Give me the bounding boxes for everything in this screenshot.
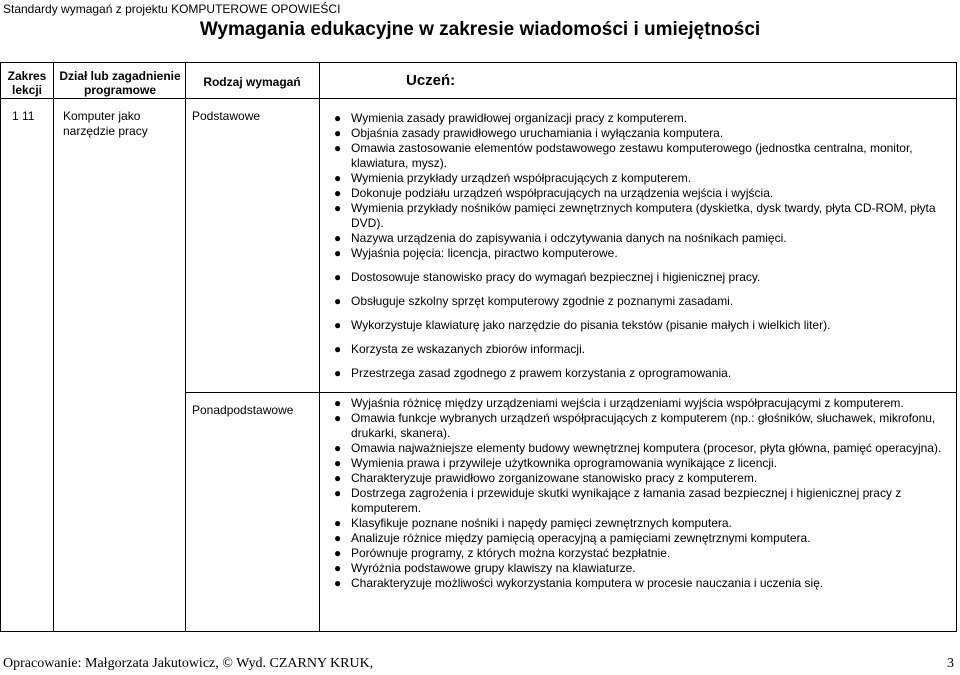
- group-divider: [185, 392, 956, 393]
- advanced-requirements-list: [334, 396, 948, 591]
- bullet-icon: ●: [334, 270, 342, 284]
- list-item: ● Wyjaśnia pojęcia: licencja, piractwo komputerowe.: [334, 246, 618, 260]
- topic-name: Komputer jako narzędzie pracy: [63, 109, 148, 138]
- bullet-icon: ●: [334, 561, 342, 575]
- bullet-icon: ●: [334, 126, 342, 140]
- list-item: ● Charakteryzuje prawidłowo zorganizowane stanowisko pracy z komputerem.: [334, 471, 758, 485]
- bullet-icon: ●: [334, 531, 342, 545]
- header-lessons: Zakres lekcji: [7, 69, 47, 97]
- list-item: ● Przestrzega zasad zgodnego z prawem korzystania z oprogramowania.: [334, 366, 732, 380]
- list-item: ● Wymienia przykłady nośników pamięci zewnętrznych komputera (dyskietka, dysk twardy, płyta CD-ROM, płyta DVD).: [334, 201, 936, 230]
- header-student: Uczeń:: [406, 72, 456, 89]
- bullet-icon: ●: [334, 546, 342, 560]
- list-item: ● Obsługuje szkolny sprzęt komputerowy zgodnie z poznanymi zasadami.: [334, 294, 734, 308]
- bullet-icon: ●: [334, 396, 342, 410]
- basic-requirements-list: [334, 111, 948, 381]
- bullet-icon: ●: [334, 516, 342, 530]
- list-item: ● Charakteryzuje możliwości wykorzystania komputera w procesie nauczania i uczenia się.: [334, 576, 824, 590]
- page-number: 3: [947, 656, 954, 671]
- list-item: ● Klasyfikuje poznane nośniki i napędy pamięci zewnętrznych komputera.: [334, 516, 732, 530]
- bullet-icon: ●: [334, 111, 342, 125]
- list-item: ● Wykorzystuje klawiaturę jako narzędzie do pisania tekstów (pisanie małych i wielkich liter).: [334, 318, 831, 332]
- list-item: ● Objaśnia zasady prawidłowego uruchamiania i wyłączania komputera.: [334, 126, 724, 140]
- bullet-icon: ●: [334, 246, 342, 260]
- bullet-icon: ●: [334, 366, 342, 380]
- footer-author: Opracowanie: Małgorzata Jakutowicz, © Wyd. CZARNY KRUK,: [3, 656, 374, 671]
- bullet-icon: ●: [334, 456, 342, 470]
- bullet-icon: ●: [334, 318, 342, 332]
- bullet-icon: ●: [334, 186, 342, 200]
- lesson-range: 1 11: [12, 109, 35, 123]
- column-divider: [53, 63, 54, 631]
- bullet-icon: ●: [334, 342, 342, 356]
- list-item: ● Wyjaśnia różnicę między urządzeniami wejścia i urządzeniami wyjścia współpracującymi z komputerem.: [334, 396, 904, 410]
- page-title: Wymagania edukacyjne w zakresie wiadomości i umiejętności: [199, 19, 761, 40]
- list-item: ● Wymienia zasady prawidłowej organizacji pracy z komputerem.: [334, 111, 688, 125]
- list-item: ● Nazywa urządzenia do zapisywania i odczytywania danych na nośnikach pamięci.: [334, 231, 787, 245]
- level-advanced: Ponadpodstawowe: [192, 403, 294, 417]
- list-item: ● Wymienia przykłady urządzeń współpracujących z komputerem.: [334, 171, 692, 185]
- bullet-icon: ●: [334, 471, 342, 485]
- bullet-icon: ●: [334, 231, 342, 245]
- requirements-table: [0, 62, 957, 632]
- header-topic: Dział lub zagadnienie programowe: [59, 69, 181, 97]
- bullet-icon: ●: [334, 141, 342, 155]
- bullet-icon: ●: [334, 201, 342, 215]
- list-item: ● Dokonuje podziału urządzeń współpracujących na urządzenia wejścia i wyjścia.: [334, 186, 774, 200]
- bullet-icon: ●: [334, 441, 342, 455]
- level-basic: Podstawowe: [192, 109, 261, 123]
- list-item: ● Dostosowuje stanowisko pracy do wymagań bezpiecznej i higienicznej pracy.: [334, 270, 761, 284]
- list-item: ● Omawia najważniejsze elementy budowy wewnętrznej komputera (procesor, płyta główna, pamięć operacyjna).: [334, 441, 942, 455]
- list-item: ● Wymienia prawa i przywileje użytkownika oprogramowania wynikające z licencji.: [334, 456, 778, 470]
- list-item: ● Porównuje programy, z których można korzystać bezpłatnie.: [334, 546, 671, 560]
- bullet-icon: ●: [334, 411, 342, 425]
- header-level: Rodzaj wymagań: [203, 75, 301, 89]
- list-item: ● Korzysta ze wskazanych zbiorów informacji.: [334, 342, 586, 356]
- running-head: Standardy wymagań z projektu KOMPUTEROWE OPOWIEŚCI: [3, 2, 341, 16]
- list-item: ● Wyróżnia podstawowe grupy klawiszy na klawiaturze.: [334, 561, 636, 575]
- header-divider: [1, 98, 956, 99]
- list-item: ● Omawia funkcje wybranych urządzeń współpracujących z komputerem (np.: głośników, słuchawek, mikrofonu, drukarki, skanera).: [334, 411, 936, 440]
- list-item: ● Omawia zastosowanie elementów podstawowego zestawu komputerowego (jednostka centralna, monitor, klawiatura, mysz).: [334, 141, 913, 170]
- bullet-icon: ●: [334, 576, 342, 590]
- column-divider: [319, 63, 320, 631]
- list-item: ● Dostrzega zagrożenia i przewiduje skutki wynikające z łamania zasad bezpiecznej i higienicznej pracy z komputerem.: [334, 486, 902, 515]
- column-divider: [185, 63, 186, 631]
- bullet-icon: ●: [334, 171, 342, 185]
- bullet-icon: ●: [334, 294, 342, 308]
- bullet-icon: ●: [334, 486, 342, 500]
- list-item: ● Analizuje różnice między pamięcią operacyjną a pamięciami zewnętrznymi komputera.: [334, 531, 811, 545]
